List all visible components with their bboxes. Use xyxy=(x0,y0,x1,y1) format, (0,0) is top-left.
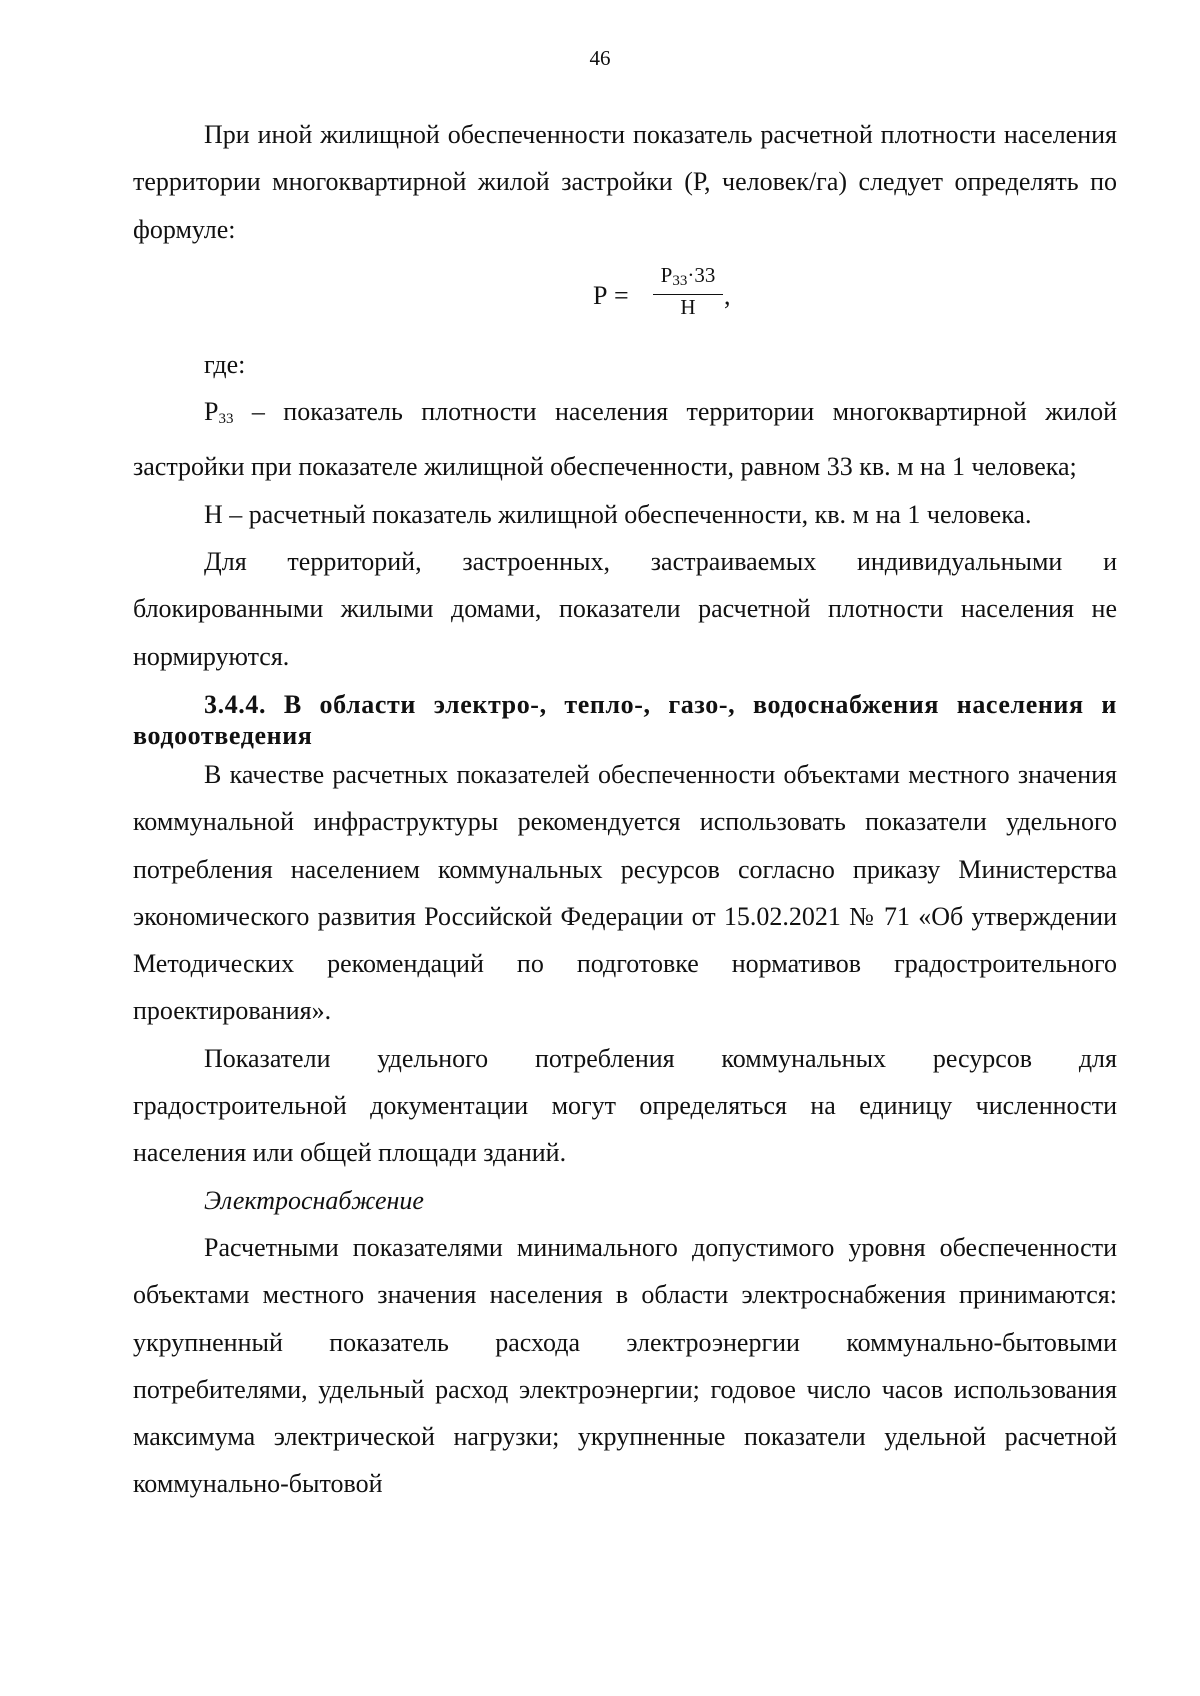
page-number: 46 xyxy=(589,46,611,70)
formula-denominator: Н xyxy=(680,294,696,319)
formula-numerator: $Р_{33}\cdot 33$ xyxy=(653,263,723,295)
formula-comma: , xyxy=(724,280,731,310)
density-formula xyxy=(133,253,1117,341)
paragraph-individual-housing: Для территорий, застроенных, застраиваемых индивидуальными и блокированными жилыми домами, показатели расчетной плотности населения не нормируются. xyxy=(133,547,1117,671)
paragraph-consumption: Показатели удельного потребления коммунальных ресурсов для градостроительной документации могут определяться на единицу численности населения или общей площади зданий. xyxy=(133,1043,1117,1168)
formula-lhs: Р = xyxy=(593,280,629,310)
subheading-electricity: Электроснабжение xyxy=(204,1185,424,1215)
definition-p33: $Р_{33}$ – показатель плотности населения территории многоквартирной жилой застройки при показателе жилищной обеспеченности, равном 33 кв. м на 1 человека; xyxy=(133,397,1117,482)
paragraph-where: где: xyxy=(204,349,246,379)
paragraph-density-intro: При иной жилищной обеспеченности показатель расчетной плотности населения территории многоквартирной жилой застройки (Р, человек/га) следует определять по формуле: xyxy=(133,120,1117,244)
document-body xyxy=(133,111,1117,1508)
section-heading-344: 3.4.4. В области электро-, тепло-, газо-, водоснабжения населения и водоотведения xyxy=(133,689,1117,750)
formula-fraction xyxy=(653,263,723,319)
paragraph-electricity: Расчетными показателями минимального допустимого уровня обеспеченности объектами местного значения населения в области электроснабжения принимаются: укрупненный показатель расхода электроэнергии коммунально-бытовыми потребителями, удельный расход электроэнергии; годовое число часов использования максимума электрической нагрузки; укрупненные показатели удельной расчетной коммунально-бытовой xyxy=(133,1232,1117,1499)
paragraph-utility-indicators: В качестве расчетных показателей обеспеченности объектами местного значения коммунальной инфраструктуры рекомендуется использовать показатели удельного потребления населением коммунальных ресурсов согласно приказу Министерства экономического развития Российской Федерации от 15.02.2021 № 71 «Об утверждении Методических рекомендаций по подготовке нормативов градостроительного проектирования». xyxy=(133,759,1117,1026)
definition-h: Н – расчетный показатель жилищной обеспеченности, кв. м на 1 человека. xyxy=(204,499,1032,529)
